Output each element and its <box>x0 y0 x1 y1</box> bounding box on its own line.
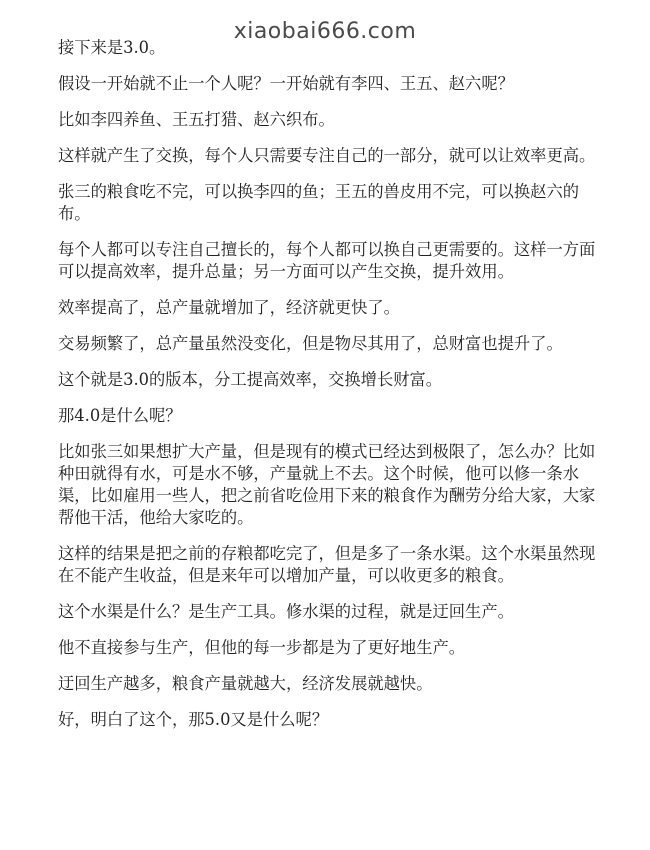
paragraph: 好，明白了这个，那5.0又是什么呢？ <box>58 710 329 729</box>
paragraph: 交易频繁了，总产量虽然没变化，但是物尽其用了，总财富也提升了。 <box>58 334 563 353</box>
paragraph: 这个水渠是什么？是生产工具。修水渠的过程，就是迂回生产。 <box>58 602 514 621</box>
paragraph: 他不直接参与生产，但他的每一步都是为了更好地生产。 <box>58 638 466 657</box>
paragraph: 每个人都可以专注自己擅长的，每个人都可以换自己更需要的。这样一方面可以提高效率，提升总量；另一方面可以产生交换，提升效用。 <box>58 240 596 281</box>
paragraph: 张三的粮食吃不完，可以换李四的鱼；王五的兽皮用不完，可以换赵六的布。 <box>58 182 580 223</box>
paragraph: 比如李四养鱼、王五打猎、赵六织布。 <box>58 110 335 129</box>
paragraph: 这样就产生了交换，每个人只需要专注自己的一部分，就可以让效率更高。 <box>58 146 596 165</box>
paragraph: 这样的结果是把之前的存粮都吃完了，但是多了一条水渠。这个水渠虽然现在不能产生收益，但是来年可以增加产量，可以收更多的粮食。 <box>58 544 596 585</box>
paragraph: 迂回生产越多，粮食产量就越大，经济发展就越快。 <box>58 674 433 693</box>
document-body <box>58 37 598 745</box>
paragraph: 效率提高了，总产量就增加了，经济就更快了。 <box>58 298 400 317</box>
paragraph: 这个就是3.0的版本，分工提高效率，交换增长财富。 <box>58 370 443 389</box>
paragraph: 接下来是3.0。 <box>58 38 166 57</box>
paragraph: 比如张三如果想扩大产量，但是现有的模式已经达到极限了，怎么办？比如种田就得有水，可是水不够，产量就上不去。这个时候，他可以修一条水渠，比如雇用一些人，把之前省吃俭用下来的粮食作为酬劳分给大家，大家帮他干活，他给大家吃的。 <box>58 442 596 527</box>
watermark-text: xiaobai666.com <box>233 19 417 44</box>
paragraph: 假设一开始就不止一个人呢？一开始就有李四、王五、赵六呢？ <box>58 74 514 93</box>
paragraph: 那4.0是什么呢？ <box>58 406 182 425</box>
